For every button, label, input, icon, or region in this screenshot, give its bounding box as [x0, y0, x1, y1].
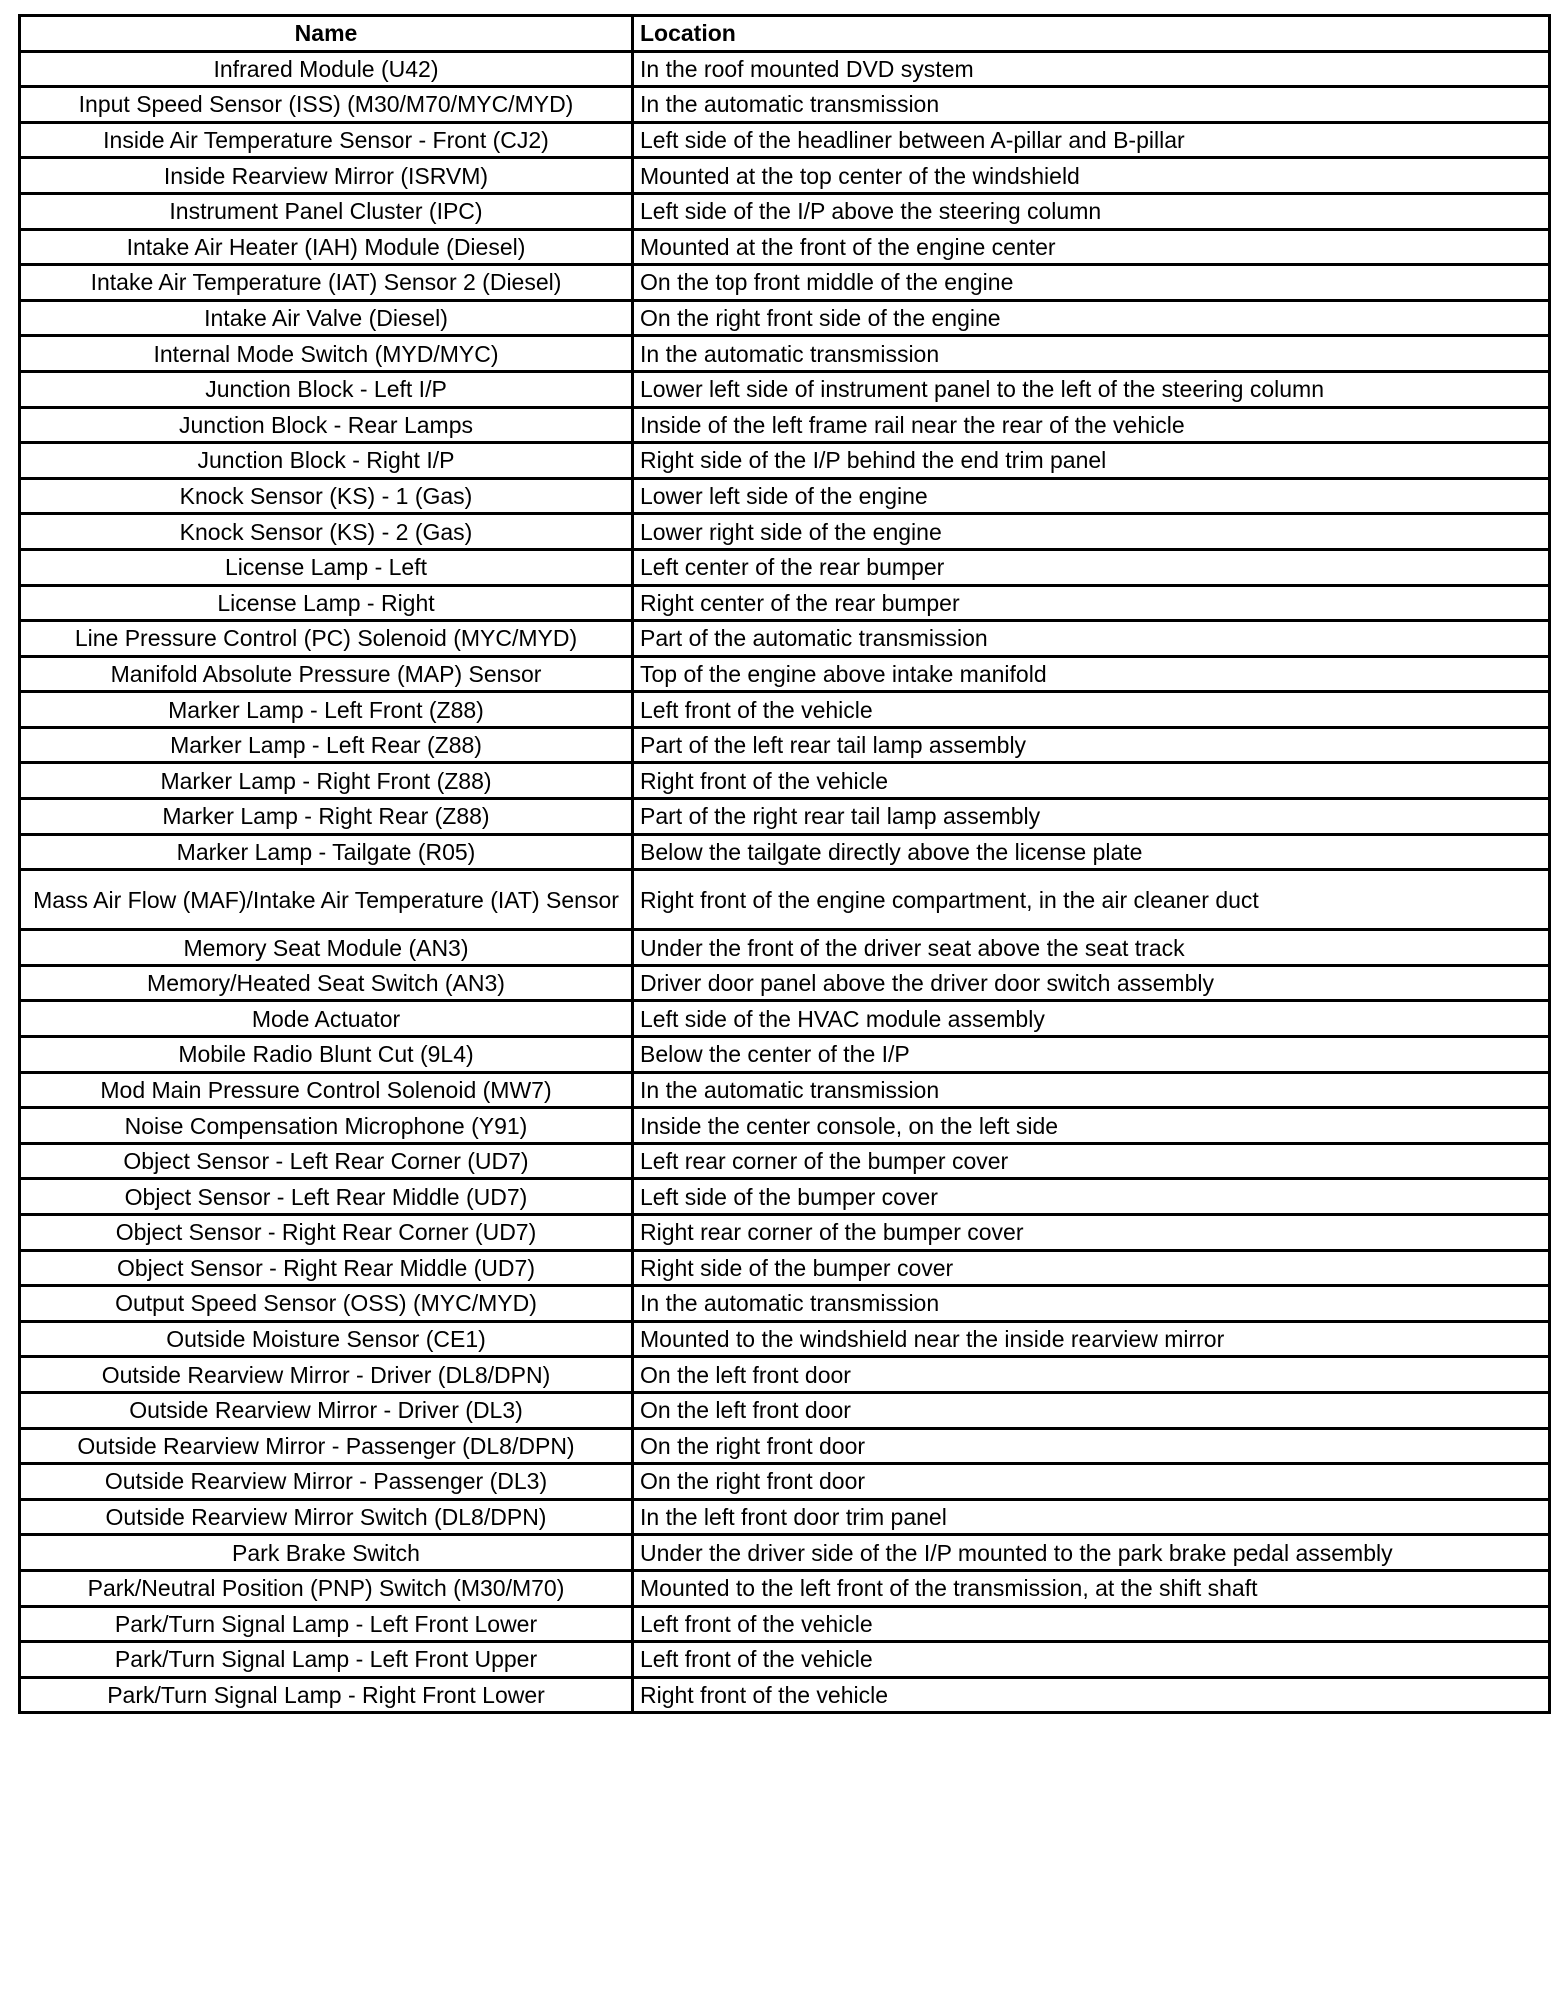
component-name: Outside Rearview Mirror Switch (DL8/DPN)	[20, 1499, 633, 1535]
component-name: Mass Air Flow (MAF)/Intake Air Temperature (IAT) Sensor	[20, 870, 633, 930]
component-name: Mode Actuator	[20, 1001, 633, 1037]
table-row	[20, 371, 1550, 407]
table-row	[20, 265, 1550, 301]
table-row	[20, 1642, 1550, 1678]
table-body	[20, 51, 1550, 1713]
component-location: On the right front door	[633, 1428, 1550, 1464]
table-row	[20, 585, 1550, 621]
component-name: Inside Rearview Mirror (ISRVM)	[20, 158, 633, 194]
table-row	[20, 193, 1550, 229]
component-name: Park/Turn Signal Lamp - Left Front Lower	[20, 1606, 633, 1642]
component-location: Under the driver side of the I/P mounted to the park brake pedal assembly	[633, 1535, 1550, 1571]
component-location: Lower left side of the engine	[633, 478, 1550, 514]
table-row	[20, 1143, 1550, 1179]
component-location: Below the center of the I/P	[633, 1037, 1550, 1073]
component-location: On the left front door	[633, 1357, 1550, 1393]
component-location: Right rear corner of the bumper cover	[633, 1215, 1550, 1251]
table-row	[20, 1499, 1550, 1535]
component-location: In the roof mounted DVD system	[633, 51, 1550, 87]
component-name: Park/Neutral Position (PNP) Switch (M30/M70)	[20, 1570, 633, 1606]
table-row	[20, 1357, 1550, 1393]
component-location: Lower left side of instrument panel to the left of the steering column	[633, 371, 1550, 407]
component-location: In the automatic transmission	[633, 87, 1550, 123]
component-name: Marker Lamp - Right Rear (Z88)	[20, 799, 633, 835]
table-row	[20, 336, 1550, 372]
component-name: Object Sensor - Left Rear Middle (UD7)	[20, 1179, 633, 1215]
component-location: Left side of the headliner between A-pillar and B-pillar	[633, 122, 1550, 158]
component-location: Lower right side of the engine	[633, 514, 1550, 550]
component-location: Left side of the bumper cover	[633, 1179, 1550, 1215]
table-row	[20, 87, 1550, 123]
component-location: Part of the left rear tail lamp assembly	[633, 727, 1550, 763]
component-location: In the automatic transmission	[633, 336, 1550, 372]
component-name: Park/Turn Signal Lamp - Right Front Lower	[20, 1677, 633, 1713]
component-location: In the automatic transmission	[633, 1072, 1550, 1108]
table-row	[20, 478, 1550, 514]
component-name: Object Sensor - Right Rear Corner (UD7)	[20, 1215, 633, 1251]
component-name: Memory/Heated Seat Switch (AN3)	[20, 965, 633, 1001]
component-name: Outside Rearview Mirror - Driver (DL3)	[20, 1392, 633, 1428]
table-row	[20, 965, 1550, 1001]
component-name: Output Speed Sensor (OSS) (MYC/MYD)	[20, 1286, 633, 1322]
component-name: Intake Air Valve (Diesel)	[20, 300, 633, 336]
table-row	[20, 870, 1550, 930]
table-row	[20, 1286, 1550, 1322]
component-name: Instrument Panel Cluster (IPC)	[20, 193, 633, 229]
component-name: Line Pressure Control (PC) Solenoid (MYC/MYD)	[20, 621, 633, 657]
component-location: Left rear corner of the bumper cover	[633, 1143, 1550, 1179]
component-location: Mounted to the left front of the transmission, at the shift shaft	[633, 1570, 1550, 1606]
component-name: Object Sensor - Right Rear Middle (UD7)	[20, 1250, 633, 1286]
component-location: Mounted at the front of the engine center	[633, 229, 1550, 265]
table-row	[20, 1037, 1550, 1073]
table-row	[20, 1001, 1550, 1037]
component-location: Right center of the rear bumper	[633, 585, 1550, 621]
component-location: On the left front door	[633, 1392, 1550, 1428]
table-row	[20, 300, 1550, 336]
table-header-row	[20, 16, 1550, 52]
component-location: Left center of the rear bumper	[633, 549, 1550, 585]
component-name: Input Speed Sensor (ISS) (M30/M70/MYC/MYD)	[20, 87, 633, 123]
component-location: Left front of the vehicle	[633, 692, 1550, 728]
component-location: Under the front of the driver seat above the seat track	[633, 930, 1550, 966]
table-row	[20, 692, 1550, 728]
component-name: Marker Lamp - Left Front (Z88)	[20, 692, 633, 728]
component-location: Driver door panel above the driver door switch assembly	[633, 965, 1550, 1001]
component-name: License Lamp - Left	[20, 549, 633, 585]
table-row	[20, 1321, 1550, 1357]
table-row	[20, 1570, 1550, 1606]
table-row	[20, 514, 1550, 550]
component-name: Intake Air Heater (IAH) Module (Diesel)	[20, 229, 633, 265]
table-row	[20, 1535, 1550, 1571]
table-row	[20, 1677, 1550, 1713]
component-name: Marker Lamp - Left Rear (Z88)	[20, 727, 633, 763]
component-location: Inside the center console, on the left side	[633, 1108, 1550, 1144]
component-location-table	[18, 14, 1551, 1714]
component-name: Object Sensor - Left Rear Corner (UD7)	[20, 1143, 633, 1179]
component-name: Outside Rearview Mirror - Passenger (DL8/DPN)	[20, 1428, 633, 1464]
table-row	[20, 1215, 1550, 1251]
component-location: Left side of the I/P above the steering column	[633, 193, 1550, 229]
component-location: On the top front middle of the engine	[633, 265, 1550, 301]
component-location: Part of the automatic transmission	[633, 621, 1550, 657]
table-row	[20, 407, 1550, 443]
component-name: Memory Seat Module (AN3)	[20, 930, 633, 966]
component-name: Junction Block - Rear Lamps	[20, 407, 633, 443]
component-name: Manifold Absolute Pressure (MAP) Sensor	[20, 656, 633, 692]
component-location: Right side of the I/P behind the end trim panel	[633, 443, 1550, 479]
table-row	[20, 799, 1550, 835]
component-location: Top of the engine above intake manifold	[633, 656, 1550, 692]
table-row	[20, 1108, 1550, 1144]
table-row	[20, 727, 1550, 763]
table-row	[20, 621, 1550, 657]
table-row	[20, 549, 1550, 585]
table-row	[20, 1464, 1550, 1500]
table-row	[20, 1428, 1550, 1464]
component-name: Knock Sensor (KS) - 1 (Gas)	[20, 478, 633, 514]
component-location: On the right front side of the engine	[633, 300, 1550, 336]
component-name: Junction Block - Right I/P	[20, 443, 633, 479]
component-name: Internal Mode Switch (MYD/MYC)	[20, 336, 633, 372]
component-location: Mounted to the windshield near the inside rearview mirror	[633, 1321, 1550, 1357]
table-row	[20, 51, 1550, 87]
component-name: Marker Lamp - Right Front (Z88)	[20, 763, 633, 799]
component-location: Part of the right rear tail lamp assembly	[633, 799, 1550, 835]
table-row	[20, 834, 1550, 870]
component-name: Park Brake Switch	[20, 1535, 633, 1571]
component-location: Right side of the bumper cover	[633, 1250, 1550, 1286]
component-location: Left front of the vehicle	[633, 1606, 1550, 1642]
component-location: On the right front door	[633, 1464, 1550, 1500]
component-name: Mod Main Pressure Control Solenoid (MW7)	[20, 1072, 633, 1108]
table-row	[20, 443, 1550, 479]
table-row	[20, 122, 1550, 158]
table-row	[20, 158, 1550, 194]
component-location: Right front of the vehicle	[633, 763, 1550, 799]
component-location: In the automatic transmission	[633, 1286, 1550, 1322]
component-name: Outside Rearview Mirror - Driver (DL8/DPN)	[20, 1357, 633, 1393]
table-row	[20, 763, 1550, 799]
component-name: Noise Compensation Microphone (Y91)	[20, 1108, 633, 1144]
table-row	[20, 1179, 1550, 1215]
table-row	[20, 930, 1550, 966]
component-name: Inside Air Temperature Sensor - Front (CJ2)	[20, 122, 633, 158]
table-row	[20, 229, 1550, 265]
component-name: Mobile Radio Blunt Cut (9L4)	[20, 1037, 633, 1073]
table-row	[20, 1606, 1550, 1642]
component-location: Left front of the vehicle	[633, 1642, 1550, 1678]
component-name: Junction Block - Left I/P	[20, 371, 633, 407]
component-name: Outside Moisture Sensor (CE1)	[20, 1321, 633, 1357]
table-row	[20, 656, 1550, 692]
component-location: Right front of the engine compartment, in the air cleaner duct	[633, 870, 1550, 930]
header-name: Name	[20, 16, 633, 52]
header-location: Location	[633, 16, 1550, 52]
component-name: License Lamp - Right	[20, 585, 633, 621]
component-name: Intake Air Temperature (IAT) Sensor 2 (Diesel)	[20, 265, 633, 301]
component-location: Left side of the HVAC module assembly	[633, 1001, 1550, 1037]
component-location: Mounted at the top center of the windshield	[633, 158, 1550, 194]
component-location: Below the tailgate directly above the license plate	[633, 834, 1550, 870]
component-name: Knock Sensor (KS) - 2 (Gas)	[20, 514, 633, 550]
component-location: In the left front door trim panel	[633, 1499, 1550, 1535]
component-location: Right front of the vehicle	[633, 1677, 1550, 1713]
component-location: Inside of the left frame rail near the rear of the vehicle	[633, 407, 1550, 443]
table-row	[20, 1072, 1550, 1108]
component-name: Outside Rearview Mirror - Passenger (DL3)	[20, 1464, 633, 1500]
component-name: Park/Turn Signal Lamp - Left Front Upper	[20, 1642, 633, 1678]
table-row	[20, 1392, 1550, 1428]
table-row	[20, 1250, 1550, 1286]
component-name: Marker Lamp - Tailgate (R05)	[20, 834, 633, 870]
component-name: Infrared Module (U42)	[20, 51, 633, 87]
